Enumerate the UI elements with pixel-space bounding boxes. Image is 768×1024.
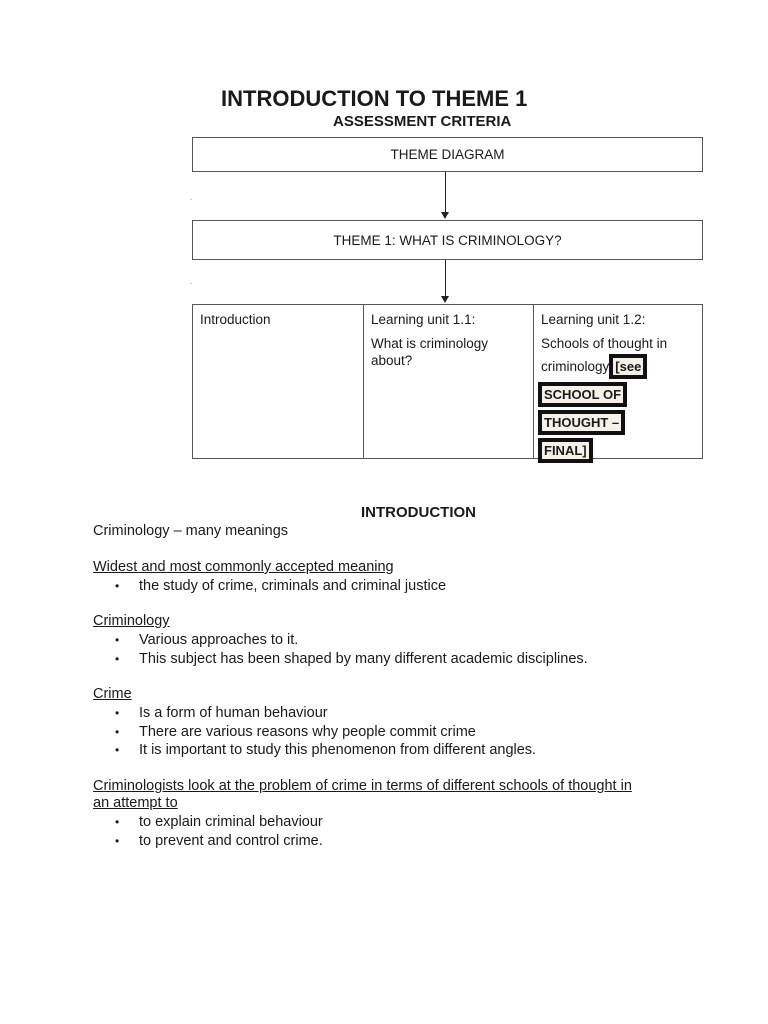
cell-heading: Learning unit 1.2:	[541, 312, 646, 327]
highlight-annotation: THOUGHT –	[538, 410, 625, 435]
list-item: • This subject has been shaped by many different academic disciplines.	[115, 650, 588, 667]
arrow-down-icon	[441, 296, 449, 303]
section-heading: INTRODUCTION	[361, 504, 476, 521]
arrow-connector	[445, 172, 446, 213]
cell-text: criminology	[541, 359, 610, 375]
list-item: • Is a form of human behaviour	[115, 705, 328, 721]
cell-text: Schools of thought in	[541, 335, 668, 351]
section-3-heading: Crime	[93, 686, 132, 702]
section-1-heading: Widest and most commonly accepted meaning	[93, 559, 394, 575]
list-item: • There are various reasons why people commit crime	[115, 723, 476, 740]
cell-text: Introduction	[200, 312, 271, 327]
bullet-icon: •	[115, 833, 120, 848]
bullet-icon: •	[115, 633, 120, 647]
list-item: • the study of crime, criminals and criminal justice	[115, 578, 447, 594]
section-4-heading-line-2: an attempt to	[93, 795, 178, 811]
learning-units-table	[192, 304, 703, 459]
cell-text: What is criminology about?	[371, 335, 489, 369]
bullet-icon: •	[115, 706, 120, 720]
highlight-annotation: FINAL]	[538, 438, 593, 463]
list-item: • to explain criminal behaviour	[115, 814, 323, 830]
table-cell-introduction	[193, 305, 364, 458]
theme-1-label: THEME 1: WHAT IS CRIMINOLOGY?	[333, 232, 562, 248]
table-cell-unit-1-1	[364, 305, 534, 458]
highlight-annotation: SCHOOL OF	[538, 382, 627, 407]
page-title: INTRODUCTION TO THEME 1	[221, 86, 528, 111]
section-2-list	[93, 631, 588, 668]
theme-1-box	[192, 220, 703, 260]
arrow-connector	[445, 260, 446, 297]
stray-dot: .	[190, 193, 193, 202]
list-item: • Various approaches to it.	[115, 632, 299, 648]
cell-heading: Learning unit 1.1:	[371, 312, 476, 327]
bullet-icon: •	[115, 651, 120, 666]
stray-dot: .	[190, 277, 193, 286]
section-3-list	[93, 704, 536, 760]
list-item: • to prevent and control crime.	[115, 832, 323, 849]
arrow-down-icon	[441, 212, 449, 219]
highlight-annotation: [see	[609, 354, 647, 379]
table-cell-unit-1-2	[534, 305, 702, 458]
list-item: • It is important to study this phenomenon from different angles.	[115, 742, 537, 758]
bullet-icon: •	[115, 743, 120, 757]
bullet-icon: •	[115, 815, 120, 829]
section-2-heading: Criminology	[93, 613, 170, 629]
section-4-heading-line-1: Criminologists look at the problem of crime in terms of different schools of thought in	[93, 778, 632, 794]
intro-line: Criminology – many meanings	[93, 523, 289, 539]
bullet-icon: •	[115, 724, 120, 739]
page-subtitle: ASSESSMENT CRITERIA	[333, 113, 512, 130]
bullet-icon: •	[115, 579, 120, 593]
section-4-list	[93, 813, 323, 850]
section-1-list	[93, 577, 446, 596]
theme-diagram-box	[192, 137, 703, 172]
theme-diagram-label: THEME DIAGRAM	[390, 147, 505, 162]
